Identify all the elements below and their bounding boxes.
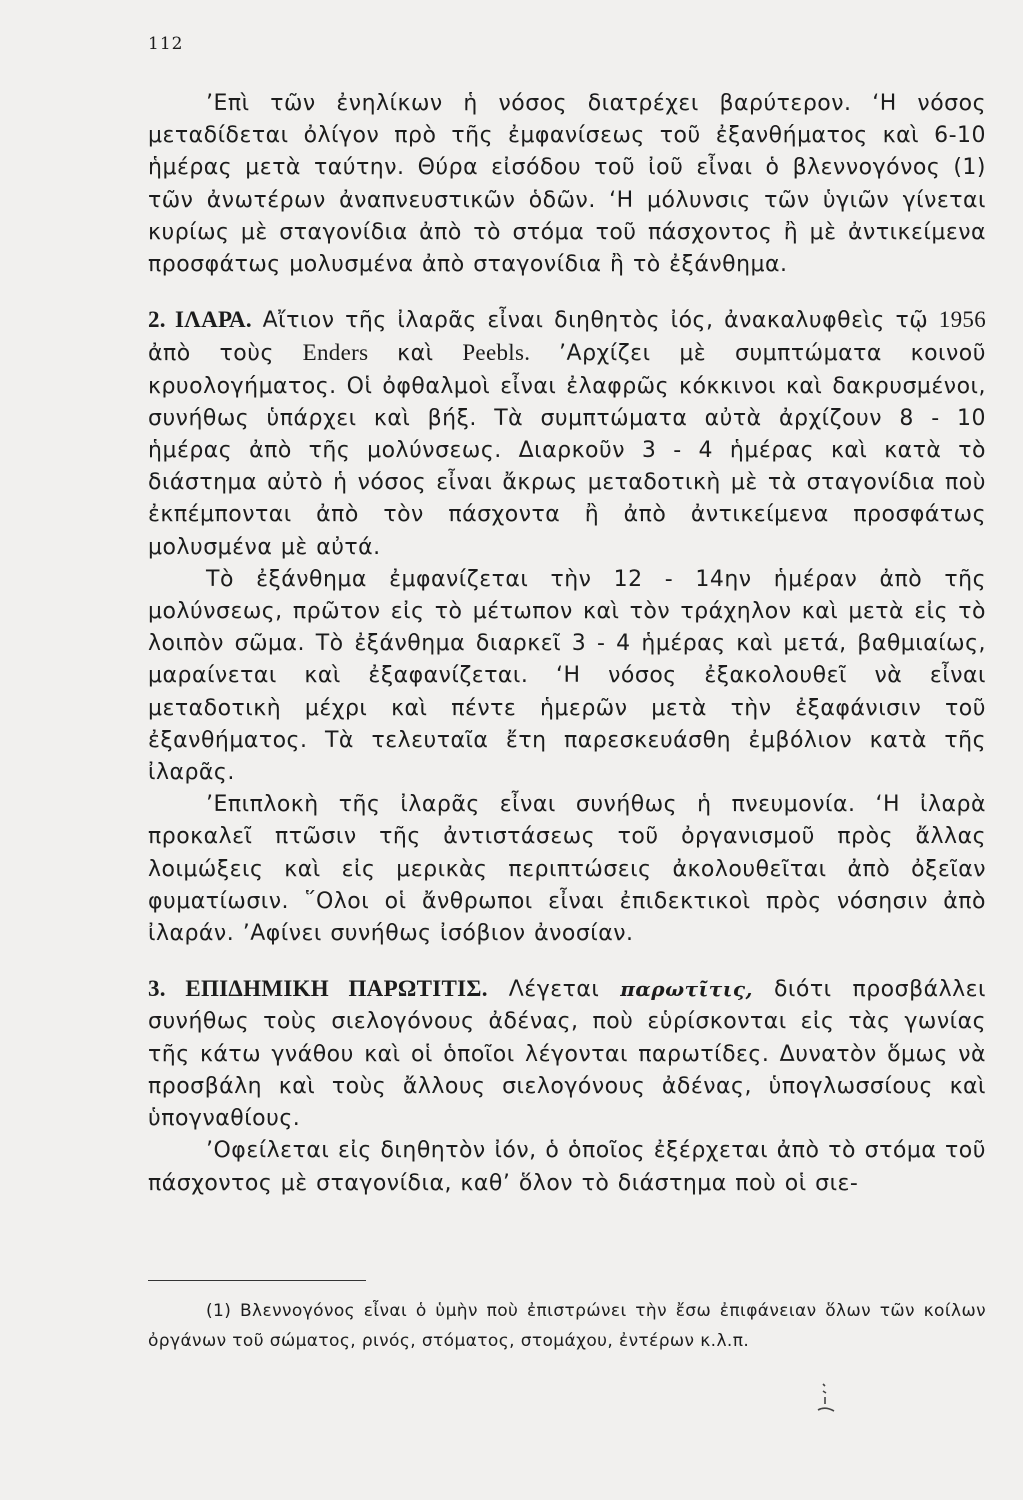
- section-heading-mumps: 3. ΕΠΙΔΗΜΙΚΗ ΠΑΡΩΤΙΤΙΣ.: [148, 976, 488, 1002]
- section-mumps-intro: [148, 973, 986, 1135]
- mumps-term: παρωτῖτις,: [620, 977, 754, 1002]
- paragraph-mumps-cause: ’Οφείλεται εἰς διηθητὸν ἰόν, ὁ ὁποῖος ἐξέρχεται ἀπὸ τὸ στόμα τοῦ πάσχοντος μὲ σταγονίδια, καθ’ ὅλον τὸ διάστημα ποὺ οἱ σιε-: [148, 1138, 986, 1196]
- mumps-text-b: διότι προσβάλλει συνήθως τοὺς σιελογόνους ἀδένας, ποὺ εὑρίσκονται εἰς τὰς γωνίας τῆς κάτω γνάθου καὶ οἱ ὁποῖοι λέγονται παρωτίδες. Δυνατὸν ὅμως νὰ προσβάλη καὶ τοὺς ἄλλους σιελογόνους ἀδένας, ὑπογλωσσίους καὶ ὑπογναθίους.: [148, 977, 986, 1132]
- printer-mark-icon: [814, 1382, 836, 1412]
- footnote: [148, 1296, 986, 1356]
- paragraph-measles-rash: Τὸ ἐξάνθημα ἐμφανίζεται τὴν 12 - 14ην ἡμέραν ἀπὸ τῆς μολύνσεως, πρῶτον εἰς τὸ μέτωπον καὶ τὸν τράχηλον καὶ μετὰ εἰς τὸ λοιπὸν σῶμα. Τὸ ἐξάνθημα διαρκεῖ 3 - 4 ἡμέρας καὶ μετά, βαθμιαίως, μαραίνεται καὶ ἐξαφανίζεται. ‘Η νόσος ἐξακολουθεῖ νὰ εἶναι μεταδοτικὴ μέχρι καὶ πέντε ἡμερῶν μετὰ τὴν ἐξαφάνισιν τοῦ ἐξανθήματος. Τὰ τελευταῖα ἔτη παρεσκευάσθη ἐμβόλιον κατὰ τῆς ἰλαρᾶς.: [148, 566, 986, 786]
- mumps-text-a: Λέγεται: [487, 977, 621, 1003]
- measles-text-a: Αἴτιον τῆς ἰλαρᾶς εἶναι διηθητὸς ἰός, ἀνακαλυφθεὶς τῷ: [251, 308, 939, 334]
- measles-text-c: καὶ: [368, 341, 463, 367]
- measles-author-peebls: Peebls.: [462, 340, 531, 366]
- page-body: [148, 88, 986, 1200]
- section-heading-measles: 2. ΙΛΑΡΑ.: [148, 307, 252, 333]
- section-measles-intro: [148, 304, 986, 564]
- measles-text-b: ἀπὸ τοὺς: [148, 341, 303, 367]
- paragraph-adults: ’Επὶ τῶν ἐνηλίκων ἡ νόσος διατρέχει βαρύτερον. ‘Η νόσος μεταδίδεται ὀλίγον πρὸ τῆς ἐμφανίσεως τοῦ ἐξανθήματος καὶ 6-10 ἡμέρας μετὰ ταύτην. Θύρα εἰσόδου τοῦ ἰοῦ εἶναι ὁ βλεννογόνος (1) τῶν ἀνωτέρων ἀναπνευστικῶν ὁδῶν. ‘Η μόλυνσις τῶν ὑγιῶν γίνεται κυρίως μὲ σταγονίδια ἀπὸ τὸ στόμα τοῦ πάσχοντος ἢ μὲ ἀντικείμενα προσφάτως μολυσμένα ἀπὸ σταγονίδια ἢ τὸ ἐξάνθημα.: [148, 91, 986, 278]
- page-number: 112: [148, 34, 184, 54]
- measles-year: 1956: [938, 307, 986, 333]
- paragraph-measles-complications: ’Επιπλοκὴ τῆς ἰλαρᾶς εἶναι συνήθως ἡ πνευμονία. ‘Η ἰλαρὰ προκαλεῖ πτῶσιν τῆς ἀντιστάσεως τοῦ ὀργανισμοῦ πρὸς ἄλλας λοιμώξεις καὶ εἰς μερικὰς περιπτώσεις ἀκολουθεῖται ἀπὸ ὀξεῖαν φυματίωσιν. ῞Ολοι οἱ ἄνθρωποι εἶναι ἐπιδεκτικοὶ πρὸς νόσησιν ἀπὸ ἰλαράν. ’Αφίνει συνήθως ἰσόβιον ἀνοσίαν.: [148, 792, 986, 947]
- measles-text-d: ’Αρχίζει μὲ συμπτώματα κοινοῦ κρυολογήματος. Οἱ ὀφθαλμοὶ εἶναι ἐλαφρῶς κόκκινοι καὶ δακρυσμένοι, συνήθως ὑπάρχει καὶ βήξ. Τὰ συμπτώματα αὐτὰ ἀρχίζουν 8 - 10 ἡμέρας ἀπὸ τῆς μολύνσεως. Διαρκοῦν 3 - 4 ἡμέρας καὶ κατὰ τὸ διάστημα αὐτὸ ἡ νόσος εἶναι ἄκρως μεταδοτικὴ μὲ τὰ σταγονίδια ποὺ ἐκπέμπονται ἀπὸ τὸν πάσχοντα ἢ ἀπὸ ἀντικείμενα προσφάτως μολυσμένα μὲ αὐτά.: [148, 341, 986, 560]
- footnote-text: (1) Βλεννογόνος εἶναι ὁ ὑμὴν ποὺ ἐπιστρώνει τὴν ἔσω ἐπιφάνειαν ὅλων τῶν κοίλων ὀργάνων τοῦ σώματος, ρινός, στόματος, στομάχου, ἐντέρων κ.λ.π.: [148, 1301, 986, 1351]
- footnote-divider: [148, 1280, 366, 1281]
- measles-author-enders: Enders: [302, 340, 369, 366]
